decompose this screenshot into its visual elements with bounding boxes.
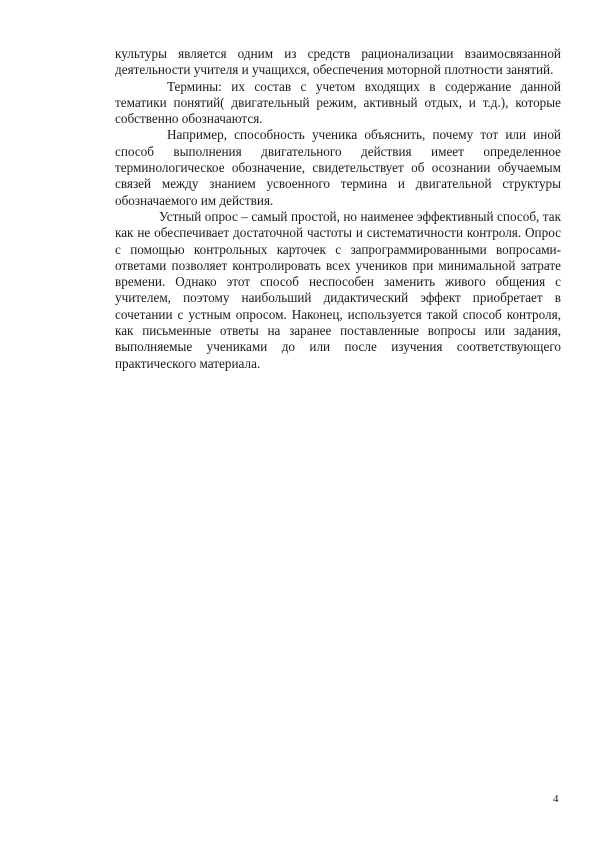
page-number: 4 <box>553 793 559 805</box>
paragraph-continuation: культуры является одним из средств рационализации взаимосвязанной деятельности учителя и учащихся, обеспечения моторной плотности занятий. <box>115 46 561 78</box>
paragraph-terms: Термины: их состав с учетом входящих в содержание данной тематики понятий( двигательный режим, активный отдых, и т.д.), которые собственно обозначаются. <box>115 78 561 127</box>
body-text <box>115 46 561 372</box>
paragraph-example: Например, способность ученика объяснить, почему тот или иной способ выполнения двигательного действия имеет определенное терминологическое обозначение, свидетельствует об осознании обучаемым связей между знанием усвоенного термина и двигательной структуры обозначаемого им действия. <box>115 127 561 208</box>
paragraph-oral-survey: Устный опрос – самый простой, но наименее эффективный способ, так как не обеспечивает достаточной частоты и систематичности контроля. Опрос с помощью контрольных карточек с запрограммированными вопросами-ответами позволяет контролировать всех учеников при минимальной затрате времени. Однако этот способ неспособен заменить живого общения с учителем, поэтому наибольший дидактический эффект приобретает в сочетании с устным опросом. Наконец, используется такой способ контроля, как письменные ответы на заранее поставленные вопросы или задания, выполняемые учениками до или после изучения соответствующего практического материала. <box>115 208 561 371</box>
